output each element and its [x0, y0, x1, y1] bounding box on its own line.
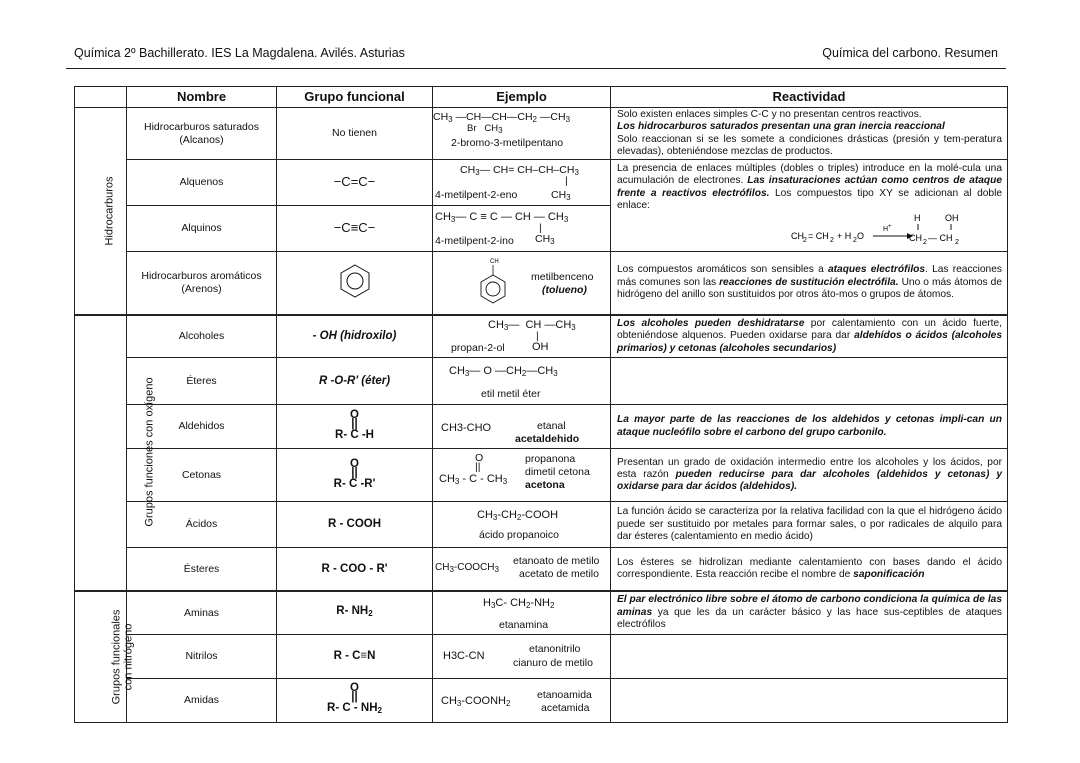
aminas-reactivity: El par electrónico libre sobre el átomo de carbono condiciona la química de las aminas ya que les da un carácter básico y las hace sus-ceptibles de ataques electrófilos: [611, 591, 1008, 635]
amidas-name: Amidas: [127, 679, 277, 723]
nitrilos-group: R - C≡N: [277, 635, 433, 679]
arenos-group: [277, 252, 433, 315]
svg-text:2: 2: [923, 239, 927, 247]
arenos-reactivity: Los compuestos aromáticos son sensibles a ataques electrófilos. Las reacciones más comunes son las reacciones de sustitución electrófila. Uno o más átomos de hidrógeno del anillo son sustituidos por otros áto-mos o grupos de átomos.: [611, 252, 1008, 315]
acidos-formula: $CH_3-CH_2$-COOH: [477, 508, 559, 522]
cetonas-group: O || R- C -R': [277, 449, 433, 502]
group-oxigeno: Grupos funciones con oxígeno: [75, 315, 127, 591]
svg-text:2: 2: [955, 239, 959, 247]
cetonas-formula: $CH_3$ - C - $CH_3$: [439, 472, 508, 486]
acidos-name: Ácidos: [127, 502, 277, 548]
row-alquenos: [75, 160, 1008, 206]
svg-text:CH: CH: [791, 231, 804, 242]
esteres-group: R - COO - R': [277, 548, 433, 591]
addition-reaction: [617, 212, 1002, 248]
row-aminas: [75, 591, 1008, 635]
cetonas-name: Cetonas: [127, 449, 277, 502]
svg-text:H: H: [914, 213, 921, 224]
alcoholes-example: $CH_3—$ CH $—CH_3$ | propan-2-ol OH: [433, 315, 611, 358]
nitrilos-reactivity: [611, 635, 1008, 679]
col-grupo: Grupo funcional: [277, 87, 433, 108]
alcanos-reactivity: Solo existen enlaces simples C-C y no presentan centros reactivos. Los hidrocarburos saturados presentan una gran inercia reaccional Solo reaccionan si se les somete a condiciones drásticas (presión y tem-peratura elevadas), obteniéndose mezclas de productos.: [611, 108, 1008, 160]
cetonas-reactivity: Presentan un grado de oxidación intermedio entre los alcoholes y los ácidos, por esta razón pueden reducirse para dar alcoholes (aldehidos y cetonas) y oxidarse para dar ácidos (aldehidos).: [611, 449, 1008, 502]
row-amidas: [75, 679, 1008, 723]
col-ejemplo: Ejemplo: [433, 87, 611, 108]
alcanos-name: Hidrocarburos saturados (Alcanos): [127, 108, 277, 160]
alquenos-name: Alquenos: [127, 160, 277, 206]
alquinos-example: $CH_3—$ C ≡ C — CH — $CH_3$ | 4-metilpent-2-ino $CH_3$: [433, 206, 611, 252]
alcoholes-group: - OH (hidroxilo): [277, 315, 433, 358]
row-arenos: [75, 252, 1008, 315]
alcanos-example: $CH_3$ $—CH—CH—CH_2$ $—CH_3$ Br $CH_3$ 2-bromo-3-metilpentano: [433, 108, 611, 160]
group-hidrocarburos: Hidrocarburos: [75, 108, 127, 315]
aminas-formula: $H_3C-$ $CH_2-NH_2$: [483, 596, 555, 610]
eteres-formula: $CH_3—$ O $—CH_2—CH_3$: [449, 364, 558, 378]
header-right: Química del carbono. Resumen: [822, 46, 998, 60]
addition-reaction-diagram: [617, 212, 997, 248]
group-nitrogeno: Grupos funcionales con nitrógeno: [75, 591, 127, 723]
arenos-example: CH metilbenceno (tolueno): [433, 252, 611, 315]
eteres-reactivity: [611, 358, 1008, 405]
svg-text:CH: CH: [490, 258, 499, 265]
svg-text:+ H: + H: [837, 231, 852, 242]
header-left: Química 2º Bachillerato. IES La Magdalena. Avilés. Asturias: [74, 46, 405, 60]
amidas-example: $CH_3-COONH_2$ etanoamida acetamida: [433, 679, 611, 723]
esteres-example: $CH_3-COOCH_3$ etanoato de metilo acetato de metilo: [433, 548, 611, 591]
svg-text:H: H: [883, 226, 889, 234]
svg-text:OH: OH: [945, 213, 959, 224]
eteres-example: $CH_3—$ O $—CH_2—CH_3$ etil metil éter: [433, 358, 611, 405]
toluene-icon: [473, 255, 513, 311]
header-rule: [66, 68, 1006, 69]
row-eteres: [75, 358, 1008, 405]
insaturados-reactivity: La presencia de enlaces múltiples (dobles o triples) introduce en la molé-cula una acumulación de electrones. Las insaturaciones actúan como centros de ataque frente a reactivos electrófilos. Los compuestos tipo XY se adicionan al doble enlace: H OH CH 2 = CH 2 + H 2 O H + CH 2 — CH 2: [611, 160, 1008, 252]
alquenos-example: $CH_3—$ $CH= CH-CH-CH_3$ | 4-metilpent-2-eno $CH_3$: [433, 160, 611, 206]
cetonas-example: O || $CH_3$ - C - $CH_3$ propanona dimetil cetona acetona: [433, 449, 611, 502]
alquinos-group: −C≡C−: [277, 206, 433, 252]
amidas-group: O || R- C - $NH_2$: [277, 679, 433, 723]
alcoholes-formula: $CH_3—$ CH $—CH_3$: [488, 318, 576, 332]
arenos-name: Hidrocarburos aromáticos (Arenos): [127, 252, 277, 315]
col-reactividad: Reactividad: [611, 87, 1008, 108]
aldehidos-reactivity: La mayor parte de las reacciones de los aldehidos y cetonas impli-can un ataque nucleófilo sobre el carbono del grupo carbonilo.: [611, 405, 1008, 449]
svg-text:— CH: — CH: [928, 233, 953, 244]
amidas-reactivity: [611, 679, 1008, 723]
alquenos-formula: $CH_3—$ $CH= CH-CH-CH_3$: [460, 163, 579, 177]
row-alcoholes: [75, 315, 1008, 358]
acidos-group: R - COOH: [277, 502, 433, 548]
aminas-example: $H_3C-$ $CH_2-NH_2$ etanamina: [433, 591, 611, 635]
aldehidos-group: O || R- C -H: [277, 405, 433, 449]
row-alcanos: [75, 108, 1008, 160]
col-nombre: Nombre: [127, 87, 277, 108]
alcanos-group: No tienen: [277, 108, 433, 160]
esteres-reactivity: Los ésteres se hidrolizan mediante calentamiento con bases dando el ácido correspondiente. Esta reacción recibe el nombre de saponificación: [611, 548, 1008, 591]
svg-text:CH: CH: [909, 233, 922, 244]
row-esteres: [75, 548, 1008, 591]
acidos-example: $CH_3-CH_2$-COOH ácido propanoico: [433, 502, 611, 548]
svg-text:O: O: [857, 231, 865, 242]
esteres-name: Ésteres: [127, 548, 277, 591]
svg-text:+: +: [888, 224, 892, 231]
amidas-formula: $CH_3-COONH_2$: [441, 694, 511, 708]
alquenos-group: −C=C−: [277, 160, 433, 206]
benzene-ring-icon: [338, 263, 372, 299]
row-cetonas: [75, 449, 1008, 502]
aldehidos-example: CH3-CHO etanal acetaldehido: [433, 405, 611, 449]
aminas-group: R- $NH_2$: [277, 591, 433, 635]
nitrilos-example: H3C-CN etanonitrilo cianuro de metilo: [433, 635, 611, 679]
row-acidos: [75, 502, 1008, 548]
svg-text:2: 2: [803, 237, 807, 245]
alcoholes-reactivity: Los alcoholes pueden deshidratarse por calentamiento con un ácido fuerte, obteniéndose alquenos. Pueden oxidarse para dar aldehídos o ácidos (alcoholes primarios) y cetonas (alcoholes secundarios): [611, 315, 1008, 358]
alcanos-substituents: Br $CH_3$: [467, 122, 503, 135]
alquinos-name: Alquinos: [127, 206, 277, 252]
esteres-formula: $CH_3-COOCH_3$: [435, 562, 499, 575]
eteres-group: R -O-R' (éter): [277, 358, 433, 405]
row-aldehidos: [75, 405, 1008, 449]
nitrilos-name: Nitrilos: [127, 635, 277, 679]
svg-text:2: 2: [830, 237, 834, 245]
acidos-reactivity: La función ácido se caracteriza por la relativa facilidad con la que el hidrógeno ácido puede ser sustituido por metales para formar sales, o por radicales de alquilo para dar ésteres (calentamiento en medio ácido): [611, 502, 1008, 548]
corner-cell: [75, 87, 127, 108]
aldehidos-name: Aldehidos: [127, 405, 277, 449]
svg-text:= CH: = CH: [808, 231, 829, 242]
svg-text:2: 2: [853, 237, 857, 245]
alcoholes-name: Alcoholes: [127, 315, 277, 358]
alcanos-formula: $CH_3$ $—CH—CH—CH_2$ $—CH_3$: [433, 110, 571, 124]
eteres-name: Éteres: [127, 358, 277, 405]
alquinos-formula: $CH_3—$ C ≡ C — CH — $CH_3$: [435, 210, 569, 224]
summary-table: [74, 86, 1008, 723]
aminas-name: Aminas: [127, 591, 277, 635]
row-nitrilos: [75, 635, 1008, 679]
